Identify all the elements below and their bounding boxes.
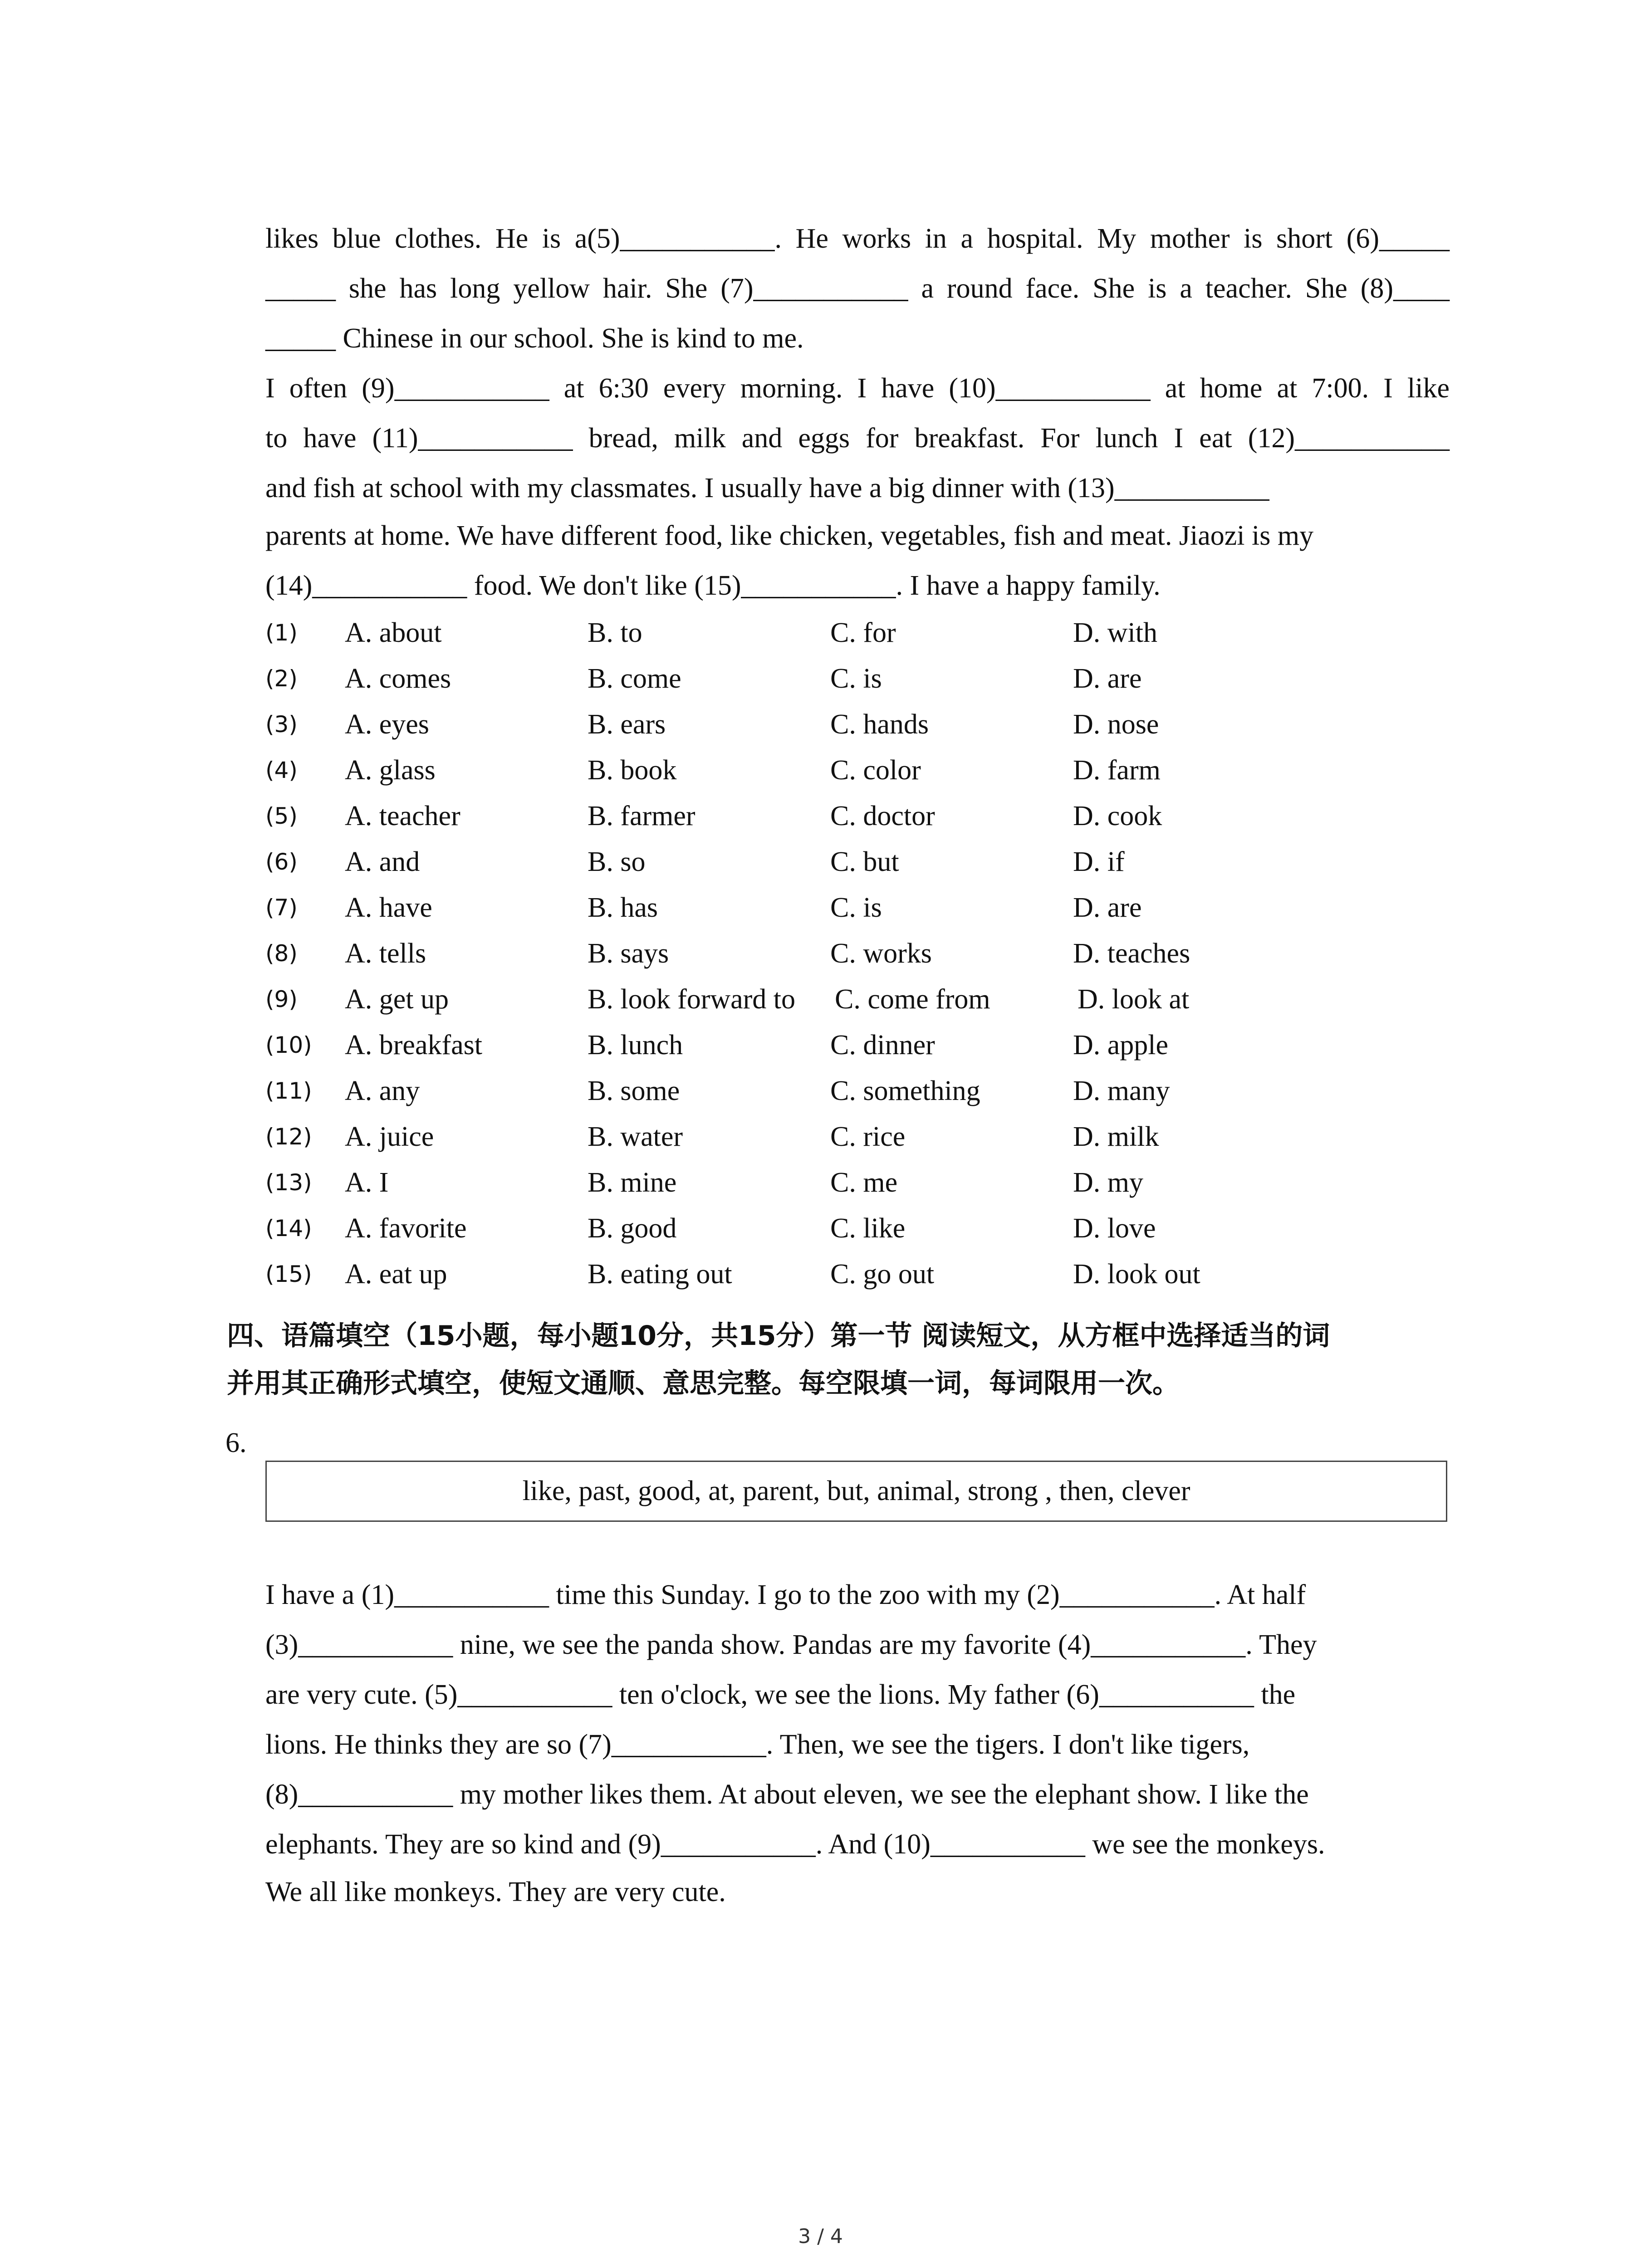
passage-line: (14)___________ food. We don't like (15)___________. I have a happy family. <box>265 570 1161 601</box>
option-number: (2) <box>265 665 298 692</box>
option-row <box>265 1068 1450 1114</box>
option-d: D. teaches <box>1073 938 1190 969</box>
passage-line: (8)___________ my mother likes them. At about eleven, we see the elephant show. I like the <box>265 1779 1309 1810</box>
option-c: C. like <box>830 1213 906 1244</box>
option-b: B. farmer <box>588 801 696 831</box>
question-number: 6. <box>225 1427 247 1458</box>
option-b: B. book <box>588 755 677 786</box>
option-row <box>265 610 1450 656</box>
option-a: A. have <box>345 892 432 923</box>
option-b: B. ears <box>588 709 666 740</box>
option-d: D. with <box>1073 617 1157 648</box>
option-a: A. juice <box>345 1121 434 1152</box>
passage-line: (3)___________ nine, we see the panda show. Pandas are my favorite (4)___________. They <box>265 1629 1317 1660</box>
option-a: A. breakfast <box>345 1030 482 1061</box>
option-c: C. is <box>830 892 882 923</box>
option-b: B. lunch <box>588 1030 683 1061</box>
option-d: D. look out <box>1073 1259 1200 1290</box>
option-a: A. any <box>345 1075 420 1106</box>
option-d: D. milk <box>1073 1121 1159 1152</box>
option-c: C. go out <box>830 1259 935 1290</box>
option-number: (1) <box>265 620 298 646</box>
option-d: D. farm <box>1073 755 1161 786</box>
option-number: (6) <box>265 849 298 875</box>
option-b: B. so <box>588 846 646 877</box>
option-c: C. for <box>830 617 896 648</box>
option-number: (3) <box>265 711 298 738</box>
option-a: A. eat up <box>345 1259 447 1290</box>
passage-line: We all like monkeys. They are very cute. <box>265 1877 726 1907</box>
option-d: D. apple <box>1073 1030 1169 1061</box>
option-c: C. is <box>830 663 882 694</box>
option-number: (13) <box>265 1169 312 1196</box>
option-d: D. nose <box>1073 709 1159 740</box>
option-c: C. rice <box>830 1121 906 1152</box>
option-b: B. look forward to <box>588 984 796 1015</box>
option-d: D. look at <box>1078 984 1190 1015</box>
option-b: B. good <box>588 1213 677 1244</box>
option-d: D. cook <box>1073 801 1162 831</box>
passage-line: _____ Chinese in our school. She is kind to me. <box>265 323 804 354</box>
option-row <box>265 702 1450 748</box>
option-c: C. me <box>830 1167 898 1198</box>
option-b: B. has <box>588 892 658 923</box>
option-b: B. some <box>588 1075 680 1106</box>
option-a: A. favorite <box>345 1213 467 1244</box>
option-row <box>265 748 1450 793</box>
option-row <box>265 1114 1450 1160</box>
passage-line: likes blue clothes. He is a(5)___________. He works in a hospital. My mother is short (6)_____ <box>265 223 1450 254</box>
option-c: C. color <box>830 755 921 786</box>
option-row <box>265 885 1450 931</box>
passage-line: _____ she has long yellow hair. She (7)___________ a round face. She is a teacher. She (8)____ <box>265 273 1450 304</box>
option-a: A. I <box>345 1167 389 1198</box>
passage-line: to have (11)___________ bread, milk and eggs for breakfast. For lunch I eat (12)___________ <box>265 423 1450 454</box>
option-number: (11) <box>265 1078 312 1104</box>
option-row <box>265 1022 1450 1068</box>
option-b: B. mine <box>588 1167 677 1198</box>
option-b: B. come <box>588 663 681 694</box>
option-a: A. teacher <box>345 801 460 831</box>
option-c: C. doctor <box>830 801 935 831</box>
option-row <box>265 1251 1450 1297</box>
option-b: B. water <box>588 1121 683 1152</box>
page-indicator: 3 / 4 <box>798 2225 843 2248</box>
option-number: (4) <box>265 757 298 783</box>
option-d: D. love <box>1073 1213 1156 1244</box>
passage-line: are very cute. (5)___________ ten o'clock, we see the lions. My father (6)___________ the <box>265 1679 1296 1710</box>
option-number: (14) <box>265 1215 312 1242</box>
passage-line: lions. He thinks they are so (7)___________. Then, we see the tigers. I don't like tigers, <box>265 1729 1250 1760</box>
option-d: D. are <box>1073 892 1142 923</box>
passage-line: and fish at school with my classmates. I usually have a big dinner with (13)___________ <box>265 473 1269 503</box>
option-number: (15) <box>265 1261 312 1287</box>
option-c: C. dinner <box>830 1030 935 1061</box>
option-number: (5) <box>265 803 298 829</box>
option-a: A. glass <box>345 755 436 786</box>
option-b: B. eating out <box>588 1259 732 1290</box>
section-heading-line: 四、语篇填空（15小题，每小题10分，共15分）第一节 阅读短文，从方框中选择适当的词 <box>227 1320 1330 1352</box>
option-number: (8) <box>265 940 298 967</box>
option-number: (12) <box>265 1124 312 1150</box>
option-row <box>265 931 1450 977</box>
option-d: D. are <box>1073 663 1142 694</box>
option-c: C. but <box>830 846 899 877</box>
option-number: (9) <box>265 986 298 1012</box>
passage-line: I often (9)___________ at 6:30 every morning. I have (10)___________ at home at 7:00. I like <box>265 373 1450 404</box>
option-d: D. many <box>1073 1075 1170 1106</box>
option-row <box>265 977 1450 1022</box>
option-b: B. to <box>588 617 642 648</box>
option-row <box>265 1160 1450 1206</box>
passage-line: I have a (1)___________ time this Sunday. I go to the zoo with my (2)___________. At half <box>265 1579 1306 1610</box>
option-number: (7) <box>265 894 298 921</box>
section-heading-line: 并用其正确形式填空，使短文通顺、意思完整。每空限填一词，每词限用一次。 <box>227 1368 1180 1399</box>
option-a: A. get up <box>345 984 449 1015</box>
option-d: D. if <box>1073 846 1125 877</box>
word-bank-box: like, past, good, at, parent, but, animal, strong , then, clever <box>265 1461 1447 1522</box>
passage-line: parents at home. We have different food, like chicken, vegetables, fish and meat. Jiaozi is my <box>265 520 1314 551</box>
option-a: A. about <box>345 617 442 648</box>
option-a: A. tells <box>345 938 426 969</box>
option-c: C. something <box>830 1075 980 1106</box>
option-row <box>265 1206 1450 1251</box>
option-number: (10) <box>265 1032 312 1058</box>
option-a: A. comes <box>345 663 451 694</box>
passage-line: elephants. They are so kind and (9)___________. And (10)___________ we see the monkeys. <box>265 1829 1325 1860</box>
option-a: A. and <box>345 846 420 877</box>
option-row <box>265 656 1450 702</box>
option-d: D. my <box>1073 1167 1143 1198</box>
option-row <box>265 839 1450 885</box>
option-row <box>265 793 1450 839</box>
option-a: A. eyes <box>345 709 429 740</box>
option-c: C. come from <box>835 984 990 1015</box>
option-c: C. works <box>830 938 932 969</box>
option-c: C. hands <box>830 709 929 740</box>
option-b: B. says <box>588 938 669 969</box>
